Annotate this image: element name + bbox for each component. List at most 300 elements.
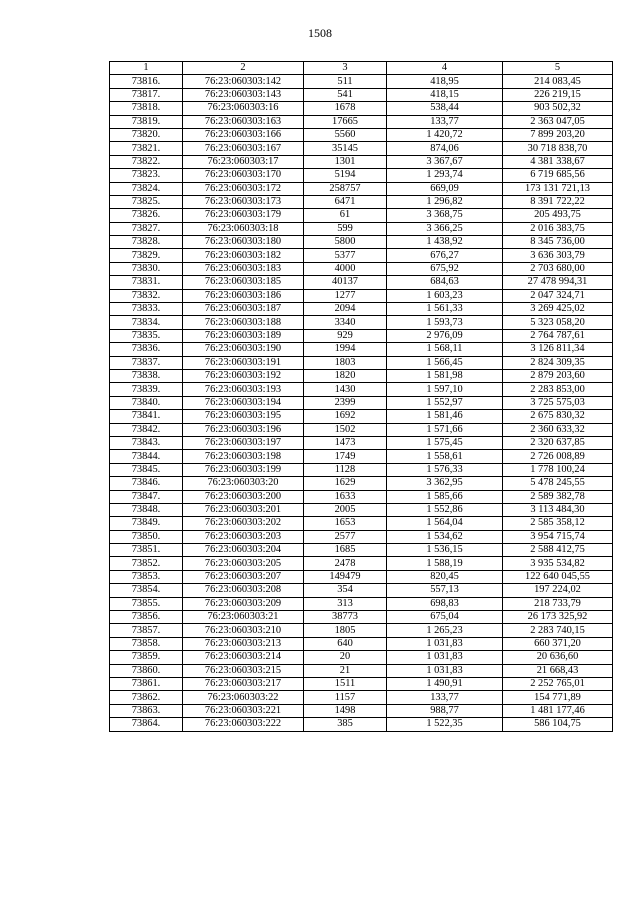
table-cell: 1685 <box>304 544 387 557</box>
table-cell: 1 558,61 <box>387 450 503 463</box>
table-cell: 1633 <box>304 490 387 503</box>
table-cell: 1 581,46 <box>387 410 503 423</box>
table-row <box>110 423 613 436</box>
table-cell: 76:23:060303:22 <box>183 691 304 704</box>
table-cell: 1 581,98 <box>387 369 503 382</box>
table-cell: 1994 <box>304 343 387 356</box>
table-cell: 385 <box>304 718 387 731</box>
table-row <box>110 75 613 88</box>
table-cell: 76:23:060303:189 <box>183 329 304 342</box>
table-body <box>110 62 613 732</box>
table-cell: 73842. <box>110 423 183 436</box>
table-cell: 418,15 <box>387 88 503 101</box>
table-cell: 73847. <box>110 490 183 503</box>
table-row <box>110 115 613 128</box>
table-cell: 2 726 008,89 <box>503 450 613 463</box>
table-cell: 76:23:060303:198 <box>183 450 304 463</box>
table-row <box>110 463 613 476</box>
table-cell: 2 764 787,61 <box>503 329 613 342</box>
table-cell: 73816. <box>110 75 183 88</box>
table-row <box>110 369 613 382</box>
table-cell: 1128 <box>304 463 387 476</box>
table-cell: 73829. <box>110 249 183 262</box>
table-row <box>110 236 613 249</box>
table-cell: 73848. <box>110 503 183 516</box>
table-cell: 1803 <box>304 356 387 369</box>
table-cell: 76:23:060303:205 <box>183 557 304 570</box>
table-cell: 73841. <box>110 410 183 423</box>
table-cell: 73854. <box>110 584 183 597</box>
table-cell: 133,77 <box>387 691 503 704</box>
table-cell: 73833. <box>110 303 183 316</box>
data-table <box>109 61 613 732</box>
table-cell: 7 899 203,20 <box>503 128 613 141</box>
table-row <box>110 383 613 396</box>
table-cell: 76:23:060303:17 <box>183 155 304 168</box>
table-cell: 73839. <box>110 383 183 396</box>
table-cell: 6471 <box>304 195 387 208</box>
table-cell: 903 502,32 <box>503 102 613 115</box>
table-row <box>110 570 613 583</box>
table-cell: 76:23:060303:201 <box>183 503 304 516</box>
table-cell: 76:23:060303:179 <box>183 209 304 222</box>
table-cell: 1 296,82 <box>387 195 503 208</box>
table-cell: 35145 <box>304 142 387 155</box>
table-cell: 73861. <box>110 677 183 690</box>
header-cell: 3 <box>304 62 387 75</box>
table-cell: 2 675 830,32 <box>503 410 613 423</box>
table-cell: 1 031,83 <box>387 637 503 650</box>
table-cell: 149479 <box>304 570 387 583</box>
table-cell: 1 603,23 <box>387 289 503 302</box>
table-cell: 418,95 <box>387 75 503 88</box>
table-cell: 21 668,43 <box>503 664 613 677</box>
table-cell: 73859. <box>110 651 183 664</box>
table-cell: 76:23:060303:170 <box>183 169 304 182</box>
table-cell: 76:23:060303:193 <box>183 383 304 396</box>
table-cell: 73827. <box>110 222 183 235</box>
table-cell: 133,77 <box>387 115 503 128</box>
table-cell: 20 636,60 <box>503 651 613 664</box>
table-cell: 1498 <box>304 704 387 717</box>
table-cell: 2 320 637,85 <box>503 436 613 449</box>
table-cell: 1 597,10 <box>387 383 503 396</box>
table-cell: 2 589 382,78 <box>503 490 613 503</box>
table-cell: 76:23:060303:186 <box>183 289 304 302</box>
table-cell: 73851. <box>110 544 183 557</box>
table-cell: 2 283 853,00 <box>503 383 613 396</box>
table-cell: 1 265,23 <box>387 624 503 637</box>
table-cell: 73820. <box>110 128 183 141</box>
table-cell: 3 725 575,03 <box>503 396 613 409</box>
table-row <box>110 704 613 717</box>
table-row <box>110 490 613 503</box>
table-row <box>110 436 613 449</box>
table-cell: 1 585,66 <box>387 490 503 503</box>
table-cell: 676,27 <box>387 249 503 262</box>
table-cell: 73845. <box>110 463 183 476</box>
table-row <box>110 544 613 557</box>
table-cell: 20 <box>304 651 387 664</box>
table-cell: 5 323 058,20 <box>503 316 613 329</box>
table-cell: 76:23:060303:192 <box>183 369 304 382</box>
table-cell: 1 564,04 <box>387 517 503 530</box>
table-cell: 73838. <box>110 369 183 382</box>
table-row <box>110 329 613 342</box>
table-cell: 1157 <box>304 691 387 704</box>
table-cell: 76:23:060303:208 <box>183 584 304 597</box>
table-cell: 3340 <box>304 316 387 329</box>
table-cell: 76:23:060303:173 <box>183 195 304 208</box>
table-cell: 73857. <box>110 624 183 637</box>
table-cell: 1473 <box>304 436 387 449</box>
table-cell: 76:23:060303:143 <box>183 88 304 101</box>
table-cell: 8 345 736,00 <box>503 236 613 249</box>
table-cell: 2 824 309,35 <box>503 356 613 369</box>
header-cell: 5 <box>503 62 613 75</box>
table-cell: 76:23:060303:187 <box>183 303 304 316</box>
table-cell: 76:23:060303:202 <box>183 517 304 530</box>
table-cell: 73850. <box>110 530 183 543</box>
table-cell: 73824. <box>110 182 183 195</box>
table-cell: 73830. <box>110 262 183 275</box>
table-cell: 3 126 811,34 <box>503 343 613 356</box>
table-row <box>110 651 613 664</box>
table-cell: 669,09 <box>387 182 503 195</box>
table-row <box>110 664 613 677</box>
table-row <box>110 597 613 610</box>
table-cell: 73862. <box>110 691 183 704</box>
table-cell: 1692 <box>304 410 387 423</box>
table-cell: 73852. <box>110 557 183 570</box>
table-cell: 1820 <box>304 369 387 382</box>
table-cell: 1 031,83 <box>387 664 503 677</box>
table-cell: 73843. <box>110 436 183 449</box>
table-row <box>110 289 613 302</box>
table-cell: 874,06 <box>387 142 503 155</box>
table-cell: 76:23:060303:199 <box>183 463 304 476</box>
table-cell: 1277 <box>304 289 387 302</box>
table-cell: 76:23:060303:18 <box>183 222 304 235</box>
table-cell: 1805 <box>304 624 387 637</box>
table-cell: 73837. <box>110 356 183 369</box>
table-cell: 76:23:060303:191 <box>183 356 304 369</box>
table-cell: 73846. <box>110 477 183 490</box>
table-cell: 76:23:060303:210 <box>183 624 304 637</box>
table-cell: 73831. <box>110 276 183 289</box>
table-cell: 988,77 <box>387 704 503 717</box>
table-cell: 76:23:060303:215 <box>183 664 304 677</box>
table-cell: 73821. <box>110 142 183 155</box>
page-number: 1508 <box>308 26 332 40</box>
table-cell: 5560 <box>304 128 387 141</box>
table-cell: 2 703 680,00 <box>503 262 613 275</box>
table-cell: 1 552,86 <box>387 503 503 516</box>
table-row <box>110 356 613 369</box>
table-cell: 5800 <box>304 236 387 249</box>
table-cell: 1653 <box>304 517 387 530</box>
table-cell: 684,63 <box>387 276 503 289</box>
table-cell: 2478 <box>304 557 387 570</box>
table-row <box>110 396 613 409</box>
table-cell: 76:23:060303:142 <box>183 75 304 88</box>
table-cell: 76:23:060303:185 <box>183 276 304 289</box>
table-row <box>110 343 613 356</box>
table-cell: 1 568,11 <box>387 343 503 356</box>
table-cell: 675,04 <box>387 611 503 624</box>
table-cell: 76:23:060303:222 <box>183 718 304 731</box>
table-row <box>110 262 613 275</box>
header-row <box>110 62 613 75</box>
table-cell: 557,13 <box>387 584 503 597</box>
table-cell: 1 552,97 <box>387 396 503 409</box>
table-cell: 76:23:060303:217 <box>183 677 304 690</box>
table-cell: 76:23:060303:214 <box>183 651 304 664</box>
table-cell: 73844. <box>110 450 183 463</box>
table-cell: 38773 <box>304 611 387 624</box>
table-cell: 1 481 177,46 <box>503 704 613 717</box>
table-cell: 1 420,72 <box>387 128 503 141</box>
header-cell: 1 <box>110 62 183 75</box>
table-cell: 73858. <box>110 637 183 650</box>
table-cell: 660 371,20 <box>503 637 613 650</box>
table-cell: 599 <box>304 222 387 235</box>
table-cell: 76:23:060303:203 <box>183 530 304 543</box>
table-cell: 205 493,75 <box>503 209 613 222</box>
table-cell: 73818. <box>110 102 183 115</box>
table-cell: 73825. <box>110 195 183 208</box>
table-cell: 1 575,45 <box>387 436 503 449</box>
table-cell: 73853. <box>110 570 183 583</box>
table-cell: 73828. <box>110 236 183 249</box>
table-cell: 2 588 412,75 <box>503 544 613 557</box>
table-cell: 929 <box>304 329 387 342</box>
table-row <box>110 677 613 690</box>
table-cell: 73832. <box>110 289 183 302</box>
table-cell: 76:23:060303:190 <box>183 343 304 356</box>
table-row <box>110 450 613 463</box>
table-cell: 1511 <box>304 677 387 690</box>
table-cell: 76:23:060303:182 <box>183 249 304 262</box>
table-cell: 214 083,45 <box>503 75 613 88</box>
table-row <box>110 316 613 329</box>
table-cell: 1 293,74 <box>387 169 503 182</box>
table-cell: 511 <box>304 75 387 88</box>
table-cell: 40137 <box>304 276 387 289</box>
table-cell: 73817. <box>110 88 183 101</box>
table-cell: 354 <box>304 584 387 597</box>
table-cell: 76:23:060303:172 <box>183 182 304 195</box>
table-cell: 3 636 303,79 <box>503 249 613 262</box>
table-row <box>110 195 613 208</box>
table-cell: 76:23:060303:207 <box>183 570 304 583</box>
table-cell: 1 534,62 <box>387 530 503 543</box>
table-cell: 1301 <box>304 155 387 168</box>
table-cell: 698,83 <box>387 597 503 610</box>
table-row <box>110 88 613 101</box>
table-cell: 73863. <box>110 704 183 717</box>
table-cell: 76:23:060303:200 <box>183 490 304 503</box>
table-cell: 6 719 685,56 <box>503 169 613 182</box>
table-cell: 76:23:060303:188 <box>183 316 304 329</box>
table-cell: 73834. <box>110 316 183 329</box>
table-cell: 76:23:060303:196 <box>183 423 304 436</box>
table-cell: 73849. <box>110 517 183 530</box>
table-row <box>110 611 613 624</box>
table-cell: 2 252 765,01 <box>503 677 613 690</box>
table-cell: 1749 <box>304 450 387 463</box>
table-cell: 5 478 245,55 <box>503 477 613 490</box>
table-cell: 586 104,75 <box>503 718 613 731</box>
table-cell: 122 640 045,55 <box>503 570 613 583</box>
table-cell: 73823. <box>110 169 183 182</box>
table-cell: 1 561,33 <box>387 303 503 316</box>
table-cell: 27 478 994,31 <box>503 276 613 289</box>
table-cell: 1 576,33 <box>387 463 503 476</box>
table-cell: 2 360 633,32 <box>503 423 613 436</box>
table-cell: 3 269 425,02 <box>503 303 613 316</box>
table-row <box>110 102 613 115</box>
table-cell: 61 <box>304 209 387 222</box>
table-cell: 218 733,79 <box>503 597 613 610</box>
table-cell: 73840. <box>110 396 183 409</box>
table-cell: 73864. <box>110 718 183 731</box>
table-cell: 2094 <box>304 303 387 316</box>
header-cell: 2 <box>183 62 304 75</box>
table-row <box>110 209 613 222</box>
table-cell: 3 362,95 <box>387 477 503 490</box>
table-cell: 76:23:060303:213 <box>183 637 304 650</box>
table-cell: 73819. <box>110 115 183 128</box>
table-cell: 640 <box>304 637 387 650</box>
table-cell: 2 283 740,15 <box>503 624 613 637</box>
table-cell: 1 536,15 <box>387 544 503 557</box>
table-cell: 258757 <box>304 182 387 195</box>
table-cell: 5377 <box>304 249 387 262</box>
table-cell: 4 381 338,67 <box>503 155 613 168</box>
table-row <box>110 530 613 543</box>
table-cell: 76:23:060303:209 <box>183 597 304 610</box>
table-cell: 76:23:060303:183 <box>183 262 304 275</box>
table-cell: 538,44 <box>387 102 503 115</box>
table-cell: 73855. <box>110 597 183 610</box>
table-cell: 3 367,67 <box>387 155 503 168</box>
table-cell: 1 566,45 <box>387 356 503 369</box>
table-cell: 76:23:060303:20 <box>183 477 304 490</box>
table-cell: 76:23:060303:195 <box>183 410 304 423</box>
table-cell: 1430 <box>304 383 387 396</box>
table-row <box>110 128 613 141</box>
table-cell: 2 363 047,05 <box>503 115 613 128</box>
table-cell: 154 771,89 <box>503 691 613 704</box>
table-cell: 73856. <box>110 611 183 624</box>
table-cell: 1 778 100,24 <box>503 463 613 476</box>
header-cell: 4 <box>387 62 503 75</box>
table-cell: 2 047 324,71 <box>503 289 613 302</box>
table-cell: 76:23:060303:163 <box>183 115 304 128</box>
table-cell: 1 593,73 <box>387 316 503 329</box>
table-cell: 1 522,35 <box>387 718 503 731</box>
table-cell: 3 954 715,74 <box>503 530 613 543</box>
table-row <box>110 477 613 490</box>
table-cell: 3 113 484,30 <box>503 503 613 516</box>
table-cell: 675,92 <box>387 262 503 275</box>
table-row <box>110 303 613 316</box>
table-cell: 1629 <box>304 477 387 490</box>
table-cell: 1 031,83 <box>387 651 503 664</box>
table-cell: 73826. <box>110 209 183 222</box>
table-cell: 2005 <box>304 503 387 516</box>
table-row <box>110 276 613 289</box>
table-row <box>110 410 613 423</box>
table-cell: 2577 <box>304 530 387 543</box>
table-cell: 226 219,15 <box>503 88 613 101</box>
table-row <box>110 517 613 530</box>
table-row <box>110 584 613 597</box>
table-cell: 73835. <box>110 329 183 342</box>
table-cell: 5194 <box>304 169 387 182</box>
table-cell: 820,45 <box>387 570 503 583</box>
table-cell: 2 976,09 <box>387 329 503 342</box>
table-row <box>110 249 613 262</box>
table-row <box>110 691 613 704</box>
table-cell: 76:23:060303:194 <box>183 396 304 409</box>
table-row <box>110 169 613 182</box>
table-cell: 76:23:060303:16 <box>183 102 304 115</box>
table-cell: 1502 <box>304 423 387 436</box>
table-cell: 21 <box>304 664 387 677</box>
table-row <box>110 222 613 235</box>
table-cell: 3 935 534,82 <box>503 557 613 570</box>
table-cell: 4000 <box>304 262 387 275</box>
table-cell: 1 490,91 <box>387 677 503 690</box>
table-cell: 541 <box>304 88 387 101</box>
table-cell: 73836. <box>110 343 183 356</box>
table-cell: 30 718 838,70 <box>503 142 613 155</box>
table-row <box>110 718 613 731</box>
table-row <box>110 503 613 516</box>
table-cell: 73860. <box>110 664 183 677</box>
table-cell: 76:23:060303:21 <box>183 611 304 624</box>
table-cell: 1678 <box>304 102 387 115</box>
table-cell: 8 391 722,22 <box>503 195 613 208</box>
table-cell: 3 368,75 <box>387 209 503 222</box>
table-cell: 313 <box>304 597 387 610</box>
table-cell: 1 438,92 <box>387 236 503 249</box>
table-cell: 197 224,02 <box>503 584 613 597</box>
table-row <box>110 142 613 155</box>
table-row <box>110 155 613 168</box>
table-cell: 2 016 383,75 <box>503 222 613 235</box>
table-cell: 1 571,66 <box>387 423 503 436</box>
table-cell: 3 366,25 <box>387 222 503 235</box>
table-cell: 76:23:060303:197 <box>183 436 304 449</box>
table-cell: 1 588,19 <box>387 557 503 570</box>
table-cell: 2399 <box>304 396 387 409</box>
table-cell: 17665 <box>304 115 387 128</box>
table-row <box>110 182 613 195</box>
table-cell: 76:23:060303:204 <box>183 544 304 557</box>
table-cell: 76:23:060303:167 <box>183 142 304 155</box>
table-row <box>110 624 613 637</box>
table-cell: 76:23:060303:180 <box>183 236 304 249</box>
table-cell: 2 879 203,60 <box>503 369 613 382</box>
table-cell: 2 585 358,12 <box>503 517 613 530</box>
table-cell: 76:23:060303:221 <box>183 704 304 717</box>
table-cell: 73822. <box>110 155 183 168</box>
table-row <box>110 557 613 570</box>
table-cell: 26 173 325,92 <box>503 611 613 624</box>
